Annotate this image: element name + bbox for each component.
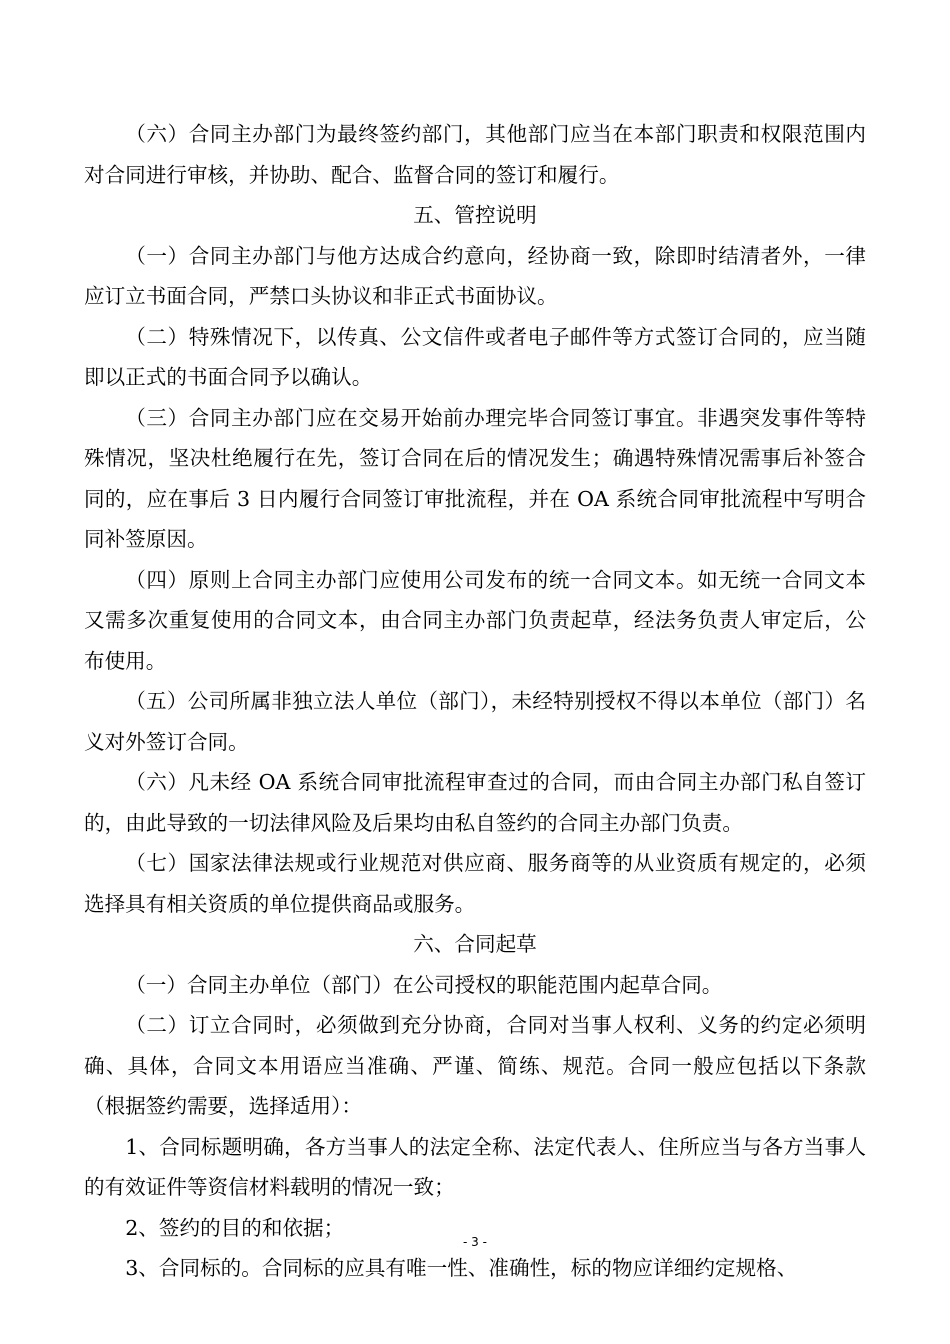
- paragraph-6-2: （二）订立合同时，必须做到充分协商，合同对当事人权利、义务的约定必须明确、具体，合同文本用语应当准确、严谨、简练、规范。合同一般应包括以下条款（根据签约需要，选择适用）：: [84, 1013, 866, 1118]
- paragraph-5-5: （五）公司所属非独立法人单位（部门），未经特别授权不得以本单位（部门）名义对外签订合同。: [84, 689, 866, 754]
- section-heading-5: 五、管控说明: [413, 203, 537, 227]
- paragraph-5-2: （二）特殊情况下，以传真、公文信件或者电子邮件等方式签订合同的，应当随即以正式的书面合同予以确认。: [84, 324, 866, 389]
- paragraph-1: （六）合同主办部门为最终签约部门，其他部门应当在本部门职责和权限范围内对合同进行审核，并协助、配合、监督合同的签订和履行。: [84, 122, 866, 187]
- document-body: [84, 114, 866, 1289]
- list-item-1: 1、合同标题明确，各方当事人的法定全称、法定代表人、住所应当与各方当事人的有效证件等资信材料载明的情况一致；: [84, 1134, 866, 1199]
- page-number: - 3 -: [463, 1235, 487, 1249]
- paragraph-5-4: （四）原则上合同主办部门应使用公司发布的统一合同文本。如无统一合同文本又需多次重复使用的合同文本，由合同主办部门负责起草，经法务负责人审定后，公布使用。: [84, 567, 866, 673]
- paragraph-5-1: （一）合同主办部门与他方达成合约意向，经协商一致，除即时结清者外，一律应订立书面合同，严禁口头协议和非正式书面协议。: [84, 243, 866, 308]
- paragraph-5-6: （六）凡未经 OA 系统合同审批流程审查过的合同，而由合同主办部门私自签订的，由此导致的一切法律风险及后果均由私自签约的合同主办部门负责。: [84, 770, 866, 835]
- list-item-3: 3、合同标的。合同标的应具有唯一性、准确性，标的物应详细约定规格、: [125, 1256, 798, 1280]
- list-item-2: 2、签约的目的和依据；: [125, 1215, 345, 1240]
- paragraph-5-7: （七）国家法律法规或行业规范对供应商、服务商等的从业资质有规定的，必须选择具有相关资质的单位提供商品或服务。: [84, 851, 866, 916]
- paragraph-5-3: （三）合同主办部门应在交易开始前办理完毕合同签订事宜。非遇突发事件等特殊情况，坚决杜绝履行在先，签订合同在后的情况发生；确遇特殊情况需事后补签合同的，应在事后 3 日内履行合同签订审批流程，并在 OA 系统合同审批流程中写明合同补签原因。: [84, 405, 866, 551]
- paragraph-6-1: （一）合同主办单位（部门）在公司授权的职能范围内起草合同。: [125, 972, 723, 997]
- section-heading-6: 六、合同起草: [413, 932, 537, 956]
